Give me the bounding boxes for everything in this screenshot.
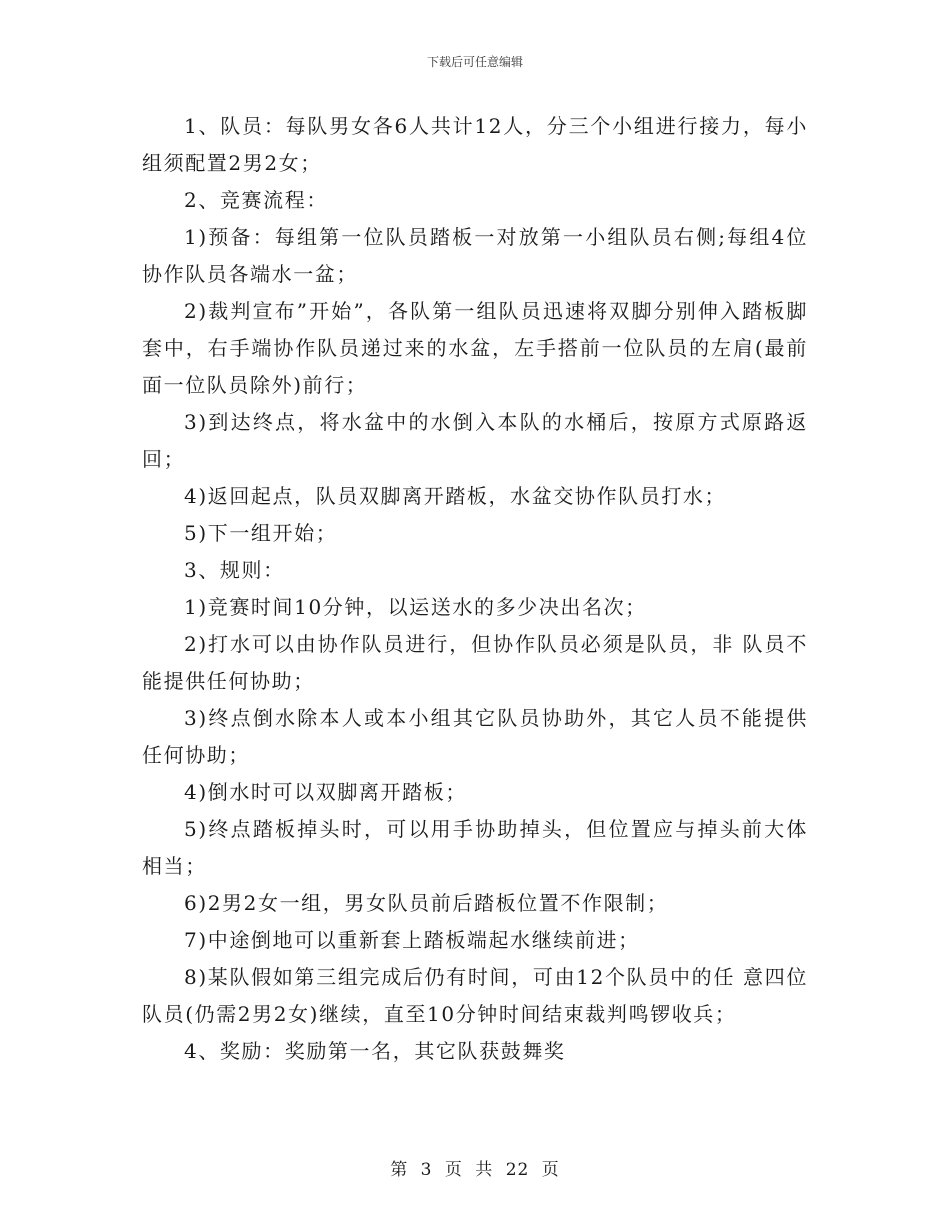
page-word-end: 页	[541, 1160, 560, 1180]
paragraph-process-step-3: 3)到达终点，将水盆中的水倒入本队的水桶后，按原方式原路返回；	[142, 410, 808, 471]
paragraph-rules-heading: 3、规则：	[184, 558, 285, 582]
paragraph-rule-8: 8)某队假如第三组完成后仍有时间，可由12个队员中的任 意四位队员(仍需2男2女)继续，直至10分钟时间结束裁判鸣锣收兵；	[142, 965, 808, 1026]
page-header: 下载后可任意编辑	[426, 55, 523, 69]
paragraph-process-step-1: 1)预备：每组第一位队员踏板一对放第一小组队员右侧;每组4位协作队员各端水一盆；	[142, 225, 808, 286]
paragraph-process-step-4: 4)返回起点，队员双脚离开踏板，水盆交协作队员打水；	[184, 484, 727, 508]
page-footer	[0, 1155, 950, 1180]
document-body	[142, 108, 808, 1070]
paragraph-rule-6: 6)2男2女一组，男女队员前后踏板位置不作限制；	[184, 891, 669, 915]
paragraph-rule-2: 2)打水可以由协作队员进行，但协作队员必须是队员，非 队员不能提供任何协助；	[142, 632, 808, 693]
paragraph-rule-3: 3)终点倒水除本人或本小组其它队员协助外，其它人员不能提供任何协助；	[142, 706, 808, 767]
total-pages-number: 22	[505, 1160, 530, 1180]
paragraph-team-members: 1、队员：每队男女各6人共计12人，分三个小组进行接力，每小组须配置2男2女；	[142, 114, 808, 175]
page-word: 页	[444, 1160, 463, 1180]
paragraph-process-step-5: 5)下一组开始；	[184, 521, 338, 545]
current-page-number: 3	[420, 1160, 433, 1180]
paragraph-rule-4: 4)倒水时可以双脚离开踏板；	[184, 780, 467, 804]
paragraph-competition-process-heading: 2、竞赛流程：	[184, 188, 328, 212]
paragraph-process-step-2: 2)裁判宣布”开始”，各队第一组队员迅速将双脚分别伸入踏板脚套中，右手端协作队员递过来的水盆，左手搭前一位队员的左肩(最前面一位队员除外)前行；	[142, 299, 808, 397]
page-label-prefix: 第	[390, 1160, 409, 1180]
paragraph-rule-1: 1)竞赛时间10分钟，以运送水的多少决出名次；	[184, 595, 647, 619]
paragraph-rule-7: 7)中途倒地可以重新套上踏板端起水继续前进；	[184, 928, 640, 952]
paragraph-rule-5: 5)终点踏板掉头时，可以用手协助掉头，但位置应与掉头前大体相当；	[142, 817, 808, 878]
paragraph-awards: 4、奖励：奖励第一名，其它队获鼓舞奖	[184, 1039, 566, 1063]
total-word: 共	[475, 1160, 494, 1180]
